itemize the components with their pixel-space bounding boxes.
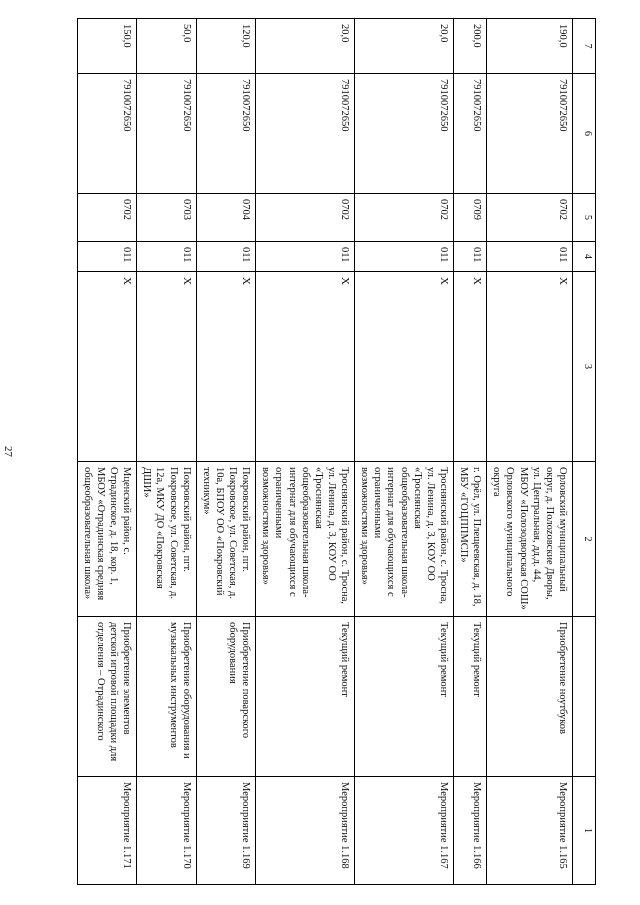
target-code-cell: 7910072650 [77, 74, 137, 194]
target-code-cell: 7910072650 [196, 74, 256, 194]
event-number-cell: Мероприятие 1.170 [137, 777, 197, 885]
section-code-cell: 0702 [355, 194, 454, 242]
amount-cell: 200,0 [454, 19, 487, 74]
table-row [256, 19, 355, 885]
grbs-code-cell: 011 [196, 242, 256, 272]
target-code-cell: 7910072650 [355, 74, 454, 194]
table-rotation-frame [81, 18, 596, 884]
event-number-cell: Мероприятие 1.171 [77, 777, 137, 885]
header-cell: 1 [573, 777, 596, 885]
event-number-cell: Мероприятие 1.166 [454, 777, 487, 885]
section-code-cell: 0709 [454, 194, 487, 242]
header-cell: 2 [573, 462, 596, 617]
mark-cell: X [256, 272, 355, 462]
amount-cell: 50,0 [137, 19, 197, 74]
header-cell: 7 [573, 19, 596, 74]
table-row [487, 19, 573, 885]
table-row [137, 19, 197, 885]
amount-cell: 20,0 [355, 19, 454, 74]
grbs-code-cell: 011 [355, 242, 454, 272]
mark-cell: X [487, 272, 573, 462]
rotated-table-container [81, 18, 596, 884]
header-row [573, 19, 596, 885]
grbs-code-cell: 011 [454, 242, 487, 272]
target-code-cell: 7910072650 [256, 74, 355, 194]
target-code-cell: 7910072650 [454, 74, 487, 194]
table-row [355, 19, 454, 885]
work-type-cell: Текущий ремонт [256, 617, 355, 777]
amount-cell: 120,0 [196, 19, 256, 74]
event-number-cell: Мероприятие 1.169 [196, 777, 256, 885]
section-code-cell: 0702 [487, 194, 573, 242]
target-code-cell: 7910072650 [487, 74, 573, 194]
page-number: 27 [2, 446, 14, 457]
grbs-code-cell: 011 [487, 242, 573, 272]
mark-cell: X [137, 272, 197, 462]
section-code-cell: 0702 [256, 194, 355, 242]
work-type-cell: Приобретение оборудования и музыкальных инструментов [137, 617, 197, 777]
header-cell [573, 617, 596, 777]
target-code-cell: 7910072650 [137, 74, 197, 194]
address-cell: Покровский район, пгт. Покровское, ул. Советская, д. 12а, МКУ ДО «Покровская ДШИ» [137, 462, 197, 617]
budget-table [77, 18, 596, 885]
grbs-code-cell: 011 [256, 242, 355, 272]
grbs-code-cell: 011 [137, 242, 197, 272]
header-cell: 6 [573, 74, 596, 194]
work-type-cell: Текущий ремонт [355, 617, 454, 777]
work-type-cell: Приобретение поварского оборудования [196, 617, 256, 777]
address-cell: г. Орёл, ул. Плещеевская, д. 18, МБУ «ГОЦППМСП» [454, 462, 487, 617]
table-row [77, 19, 137, 885]
section-code-cell: 0704 [196, 194, 256, 242]
amount-cell: 150,0 [77, 19, 137, 74]
mark-cell: X [355, 272, 454, 462]
grbs-code-cell: 011 [77, 242, 137, 272]
address-cell: Мценский район, с. Отрадинское, д. 18, кор. 1, МБОУ «Отрадинская средняя общеобразовательная школа» [77, 462, 137, 617]
address-cell: Покровский район, пгт. Покровское, ул. Советская, д. 10а, БПОУ ОО «Покровский техникум» [196, 462, 256, 617]
mark-cell: X [454, 272, 487, 462]
header-cell: 3 [573, 272, 596, 462]
event-number-cell: Мероприятие 1.167 [355, 777, 454, 885]
work-type-cell: Текущий ремонт [454, 617, 487, 777]
amount-cell: 20,0 [256, 19, 355, 74]
event-number-cell: Мероприятие 1.165 [487, 777, 573, 885]
work-type-cell: Приобретение ноутбуков [487, 617, 573, 777]
table-row [454, 19, 487, 885]
mark-cell: X [77, 272, 137, 462]
address-cell: Троснянский район, с. Тросна, ул. Ленина, д. 3, КОУ ОО «Троснянская общеобразовательная школа-интернат для обучающихся с ограниченными возможностями здоровья» [256, 462, 355, 617]
mark-cell: X [196, 272, 256, 462]
section-code-cell: 0703 [137, 194, 197, 242]
event-number-cell: Мероприятие 1.168 [256, 777, 355, 885]
address-cell: Орловский муниципальный округ, д. Полozовские Дворы, ул. Центральная, дд.д. 44, МБОУ «Полозодворская СОШ» Орловского муниципального округа [487, 462, 573, 617]
header-cell: 4 [573, 242, 596, 272]
amount-cell: 190,0 [487, 19, 573, 74]
address-cell: Троснянский район, с. Тросна, ул. Ленина, д. 3, КОУ ОО «Троснянская общеобразовательная школа-интернат для обучающихся с ограниченными возможностями здоровья» [355, 462, 454, 617]
header-cell: 5 [573, 194, 596, 242]
work-type-cell: Приобретение элементов детской игровой площадки для отделения – Отрадинского [77, 617, 137, 777]
table-row [196, 19, 256, 885]
section-code-cell: 0702 [77, 194, 137, 242]
